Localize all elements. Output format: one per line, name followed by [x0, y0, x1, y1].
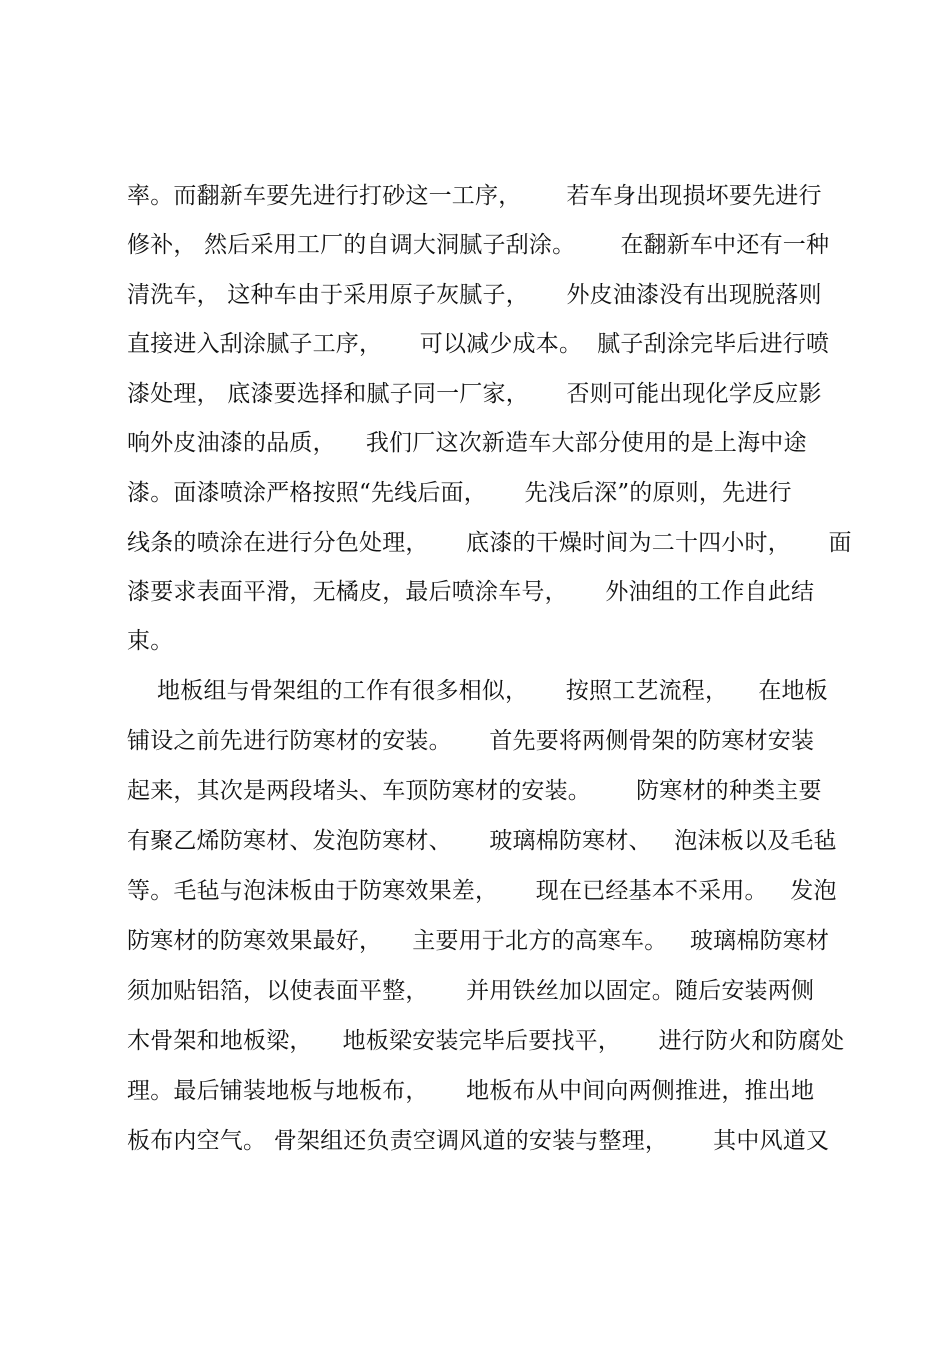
text-line-3: 清洗车， 这种车由于采用原子灰腻子， 外皮油漆没有出现脱落则	[127, 282, 822, 308]
text-line-4: 直接进入刮涂腻子工序， 可以减少成本。 腻子刮涂完毕后进行喷	[127, 331, 830, 357]
text-line-2: 修补， 然后采用工厂的自调大洞腻子刮涂。 在翻新车中还有一种	[127, 232, 830, 258]
text-line-11: 地板组与骨架组的工作有很多相似， 按照工艺流程， 在地板	[127, 678, 828, 704]
text-line-5: 漆处理， 底漆要选择和腻子同一厂家， 否则可能出现化学反应影	[127, 381, 822, 407]
text-line-9: 漆要求表面平滑，无橘皮，最后喷涂车号， 外油组的工作自此结	[127, 579, 815, 605]
text-line-1: 率。而翻新车要先进行打砂这一工序， 若车身出现损坏要先进行	[127, 183, 822, 209]
text-line-20: 板布内空气。 骨架组还负责空调风道的安装与整理， 其中风道又	[127, 1128, 830, 1154]
text-line-8: 线条的喷涂在进行分色处理， 底漆的干燥时间为二十四小时， 面	[127, 530, 852, 556]
text-line-12: 铺设之前先进行防寒材的安装。 首先要将两侧骨架的防寒材安装	[127, 728, 815, 754]
text-line-19: 理。最后铺装地板与地板布， 地板布从中间向两侧推进，推出地	[127, 1078, 815, 1104]
text-line-13: 起来，其次是两段堵头、车顶防寒材的安装。 防寒材的种类主要	[127, 778, 822, 804]
text-line-7: 漆。面漆喷涂严格按照“先线后面， 先浅后深”的原则，先进行	[127, 480, 792, 506]
text-line-10: 束。	[127, 628, 174, 654]
text-line-18: 木骨架和地板梁， 地板梁安装完毕后要找平， 进行防火和防腐处	[127, 1028, 845, 1054]
text-line-17: 须加贴铝箔，以使表面平整， 并用铁丝加以固定。随后安装两侧	[127, 978, 815, 1004]
text-line-15: 等。毛毡与泡沫板由于防寒效果差， 现在已经基本不采用。 发泡	[127, 878, 837, 904]
text-line-6: 响外皮油漆的品质， 我们厂这次新造车大部分使用的是上海中途	[127, 430, 807, 456]
text-line-14: 有聚乙烯防寒材、发泡防寒材、 玻璃棉防寒材、 泡沫板以及毛毡	[127, 828, 837, 854]
text-line-16: 防寒材的防寒效果最好， 主要用于北方的高寒车。 玻璃棉防寒材	[127, 928, 830, 954]
